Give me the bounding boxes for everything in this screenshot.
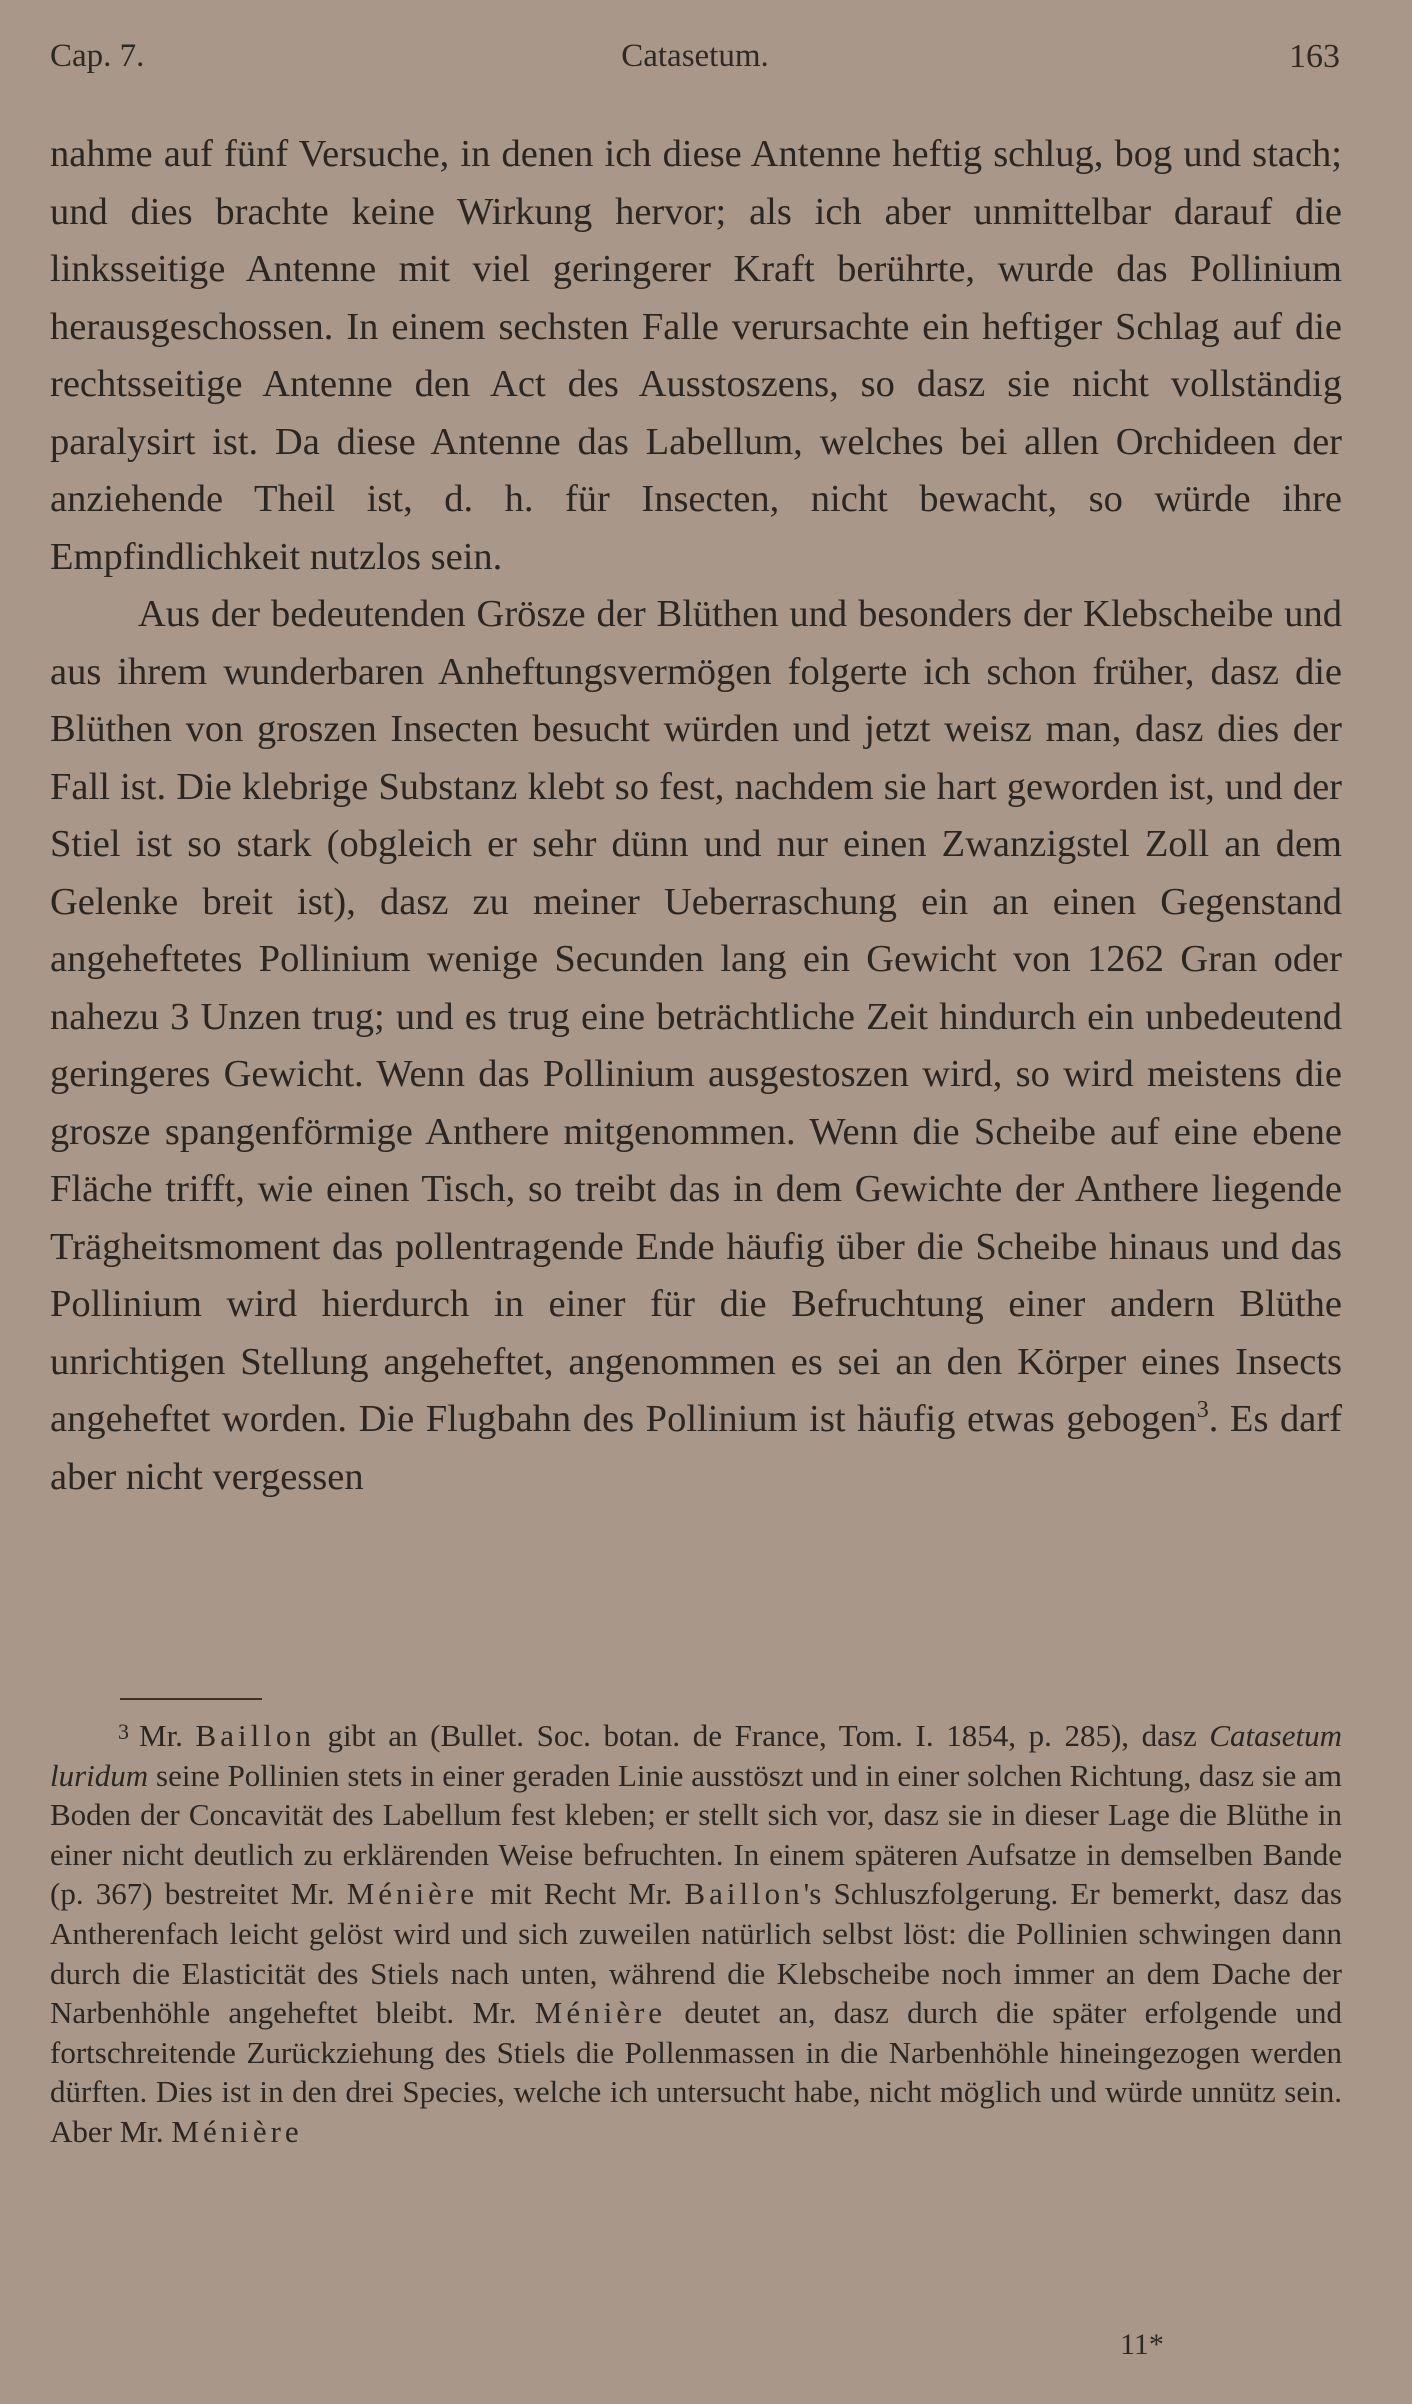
footnote-author-name: Baillon [195, 1718, 315, 1753]
paragraph-text-tail: . Es darf aber nicht vergessen [50, 1398, 1342, 1498]
footnote-author-name: Ménière [534, 1995, 667, 2031]
running-header [50, 38, 1340, 88]
running-title: Catasetum. [621, 38, 769, 74]
paragraph-text: Aus der bedeutenden Grösze der Blüthen und besonders der Klebscheibe und aus ihrem wunderbaren Anheftungsvermögen folgerte ich schon früher, dasz die Blüthen von groszen Insecten besucht würden und jetzt weisz man, dasz dies der Fall ist. Die klebrige Substanz klebt so fest, nachdem sie hart geworden ist, und der Stiel ist so stark (obgleich er sehr dünn und nur einen Zwanzigstel Zoll an dem Gelenke breit ist), dasz zu meiner Ueberraschung ein an einen Gegenstand angeheftetes Pollinium wenige Secunden lang ein Gewicht von 1262 Gran oder nahezu 3 Unzen trug; und es trug eine beträchtliche Zeit hindurch ein unbedeutend geringeres Gewicht. Wenn das Pollinium ausgestoszen wird, so wird meistens die grosze spangenförmige Anthere mitgenommen. Wenn die Scheibe auf eine ebene Fläche trifft, wie einen Tisch, so treibt das in dem Gewichte der Anthere liegende Trägheitsmoment das pollentragende Ende häufig über die Scheibe hinaus und das Pollinium wird hierdurch in einer für die Befruchtung einer andern Blüthe unrichtigen Stellung angeheftet, angenommen es sei an den Körper eines Insects angeheftet worden. Die Flugbahn des Pollinium ist häufig etwas gebogen [50, 593, 1342, 1440]
footnote-text-segment: seine Pollinien stets in einer geraden Linie ausstöszt und in einer solchen Richtung, dasz sie am Boden der Concavität des Labellum fest kleben; er stellt sich vor, dasz sie in dieser Lage die Blüthe in einer nicht deutlich zu erklärenden Weise befruchten. In einem späteren Aufsatze in demselben Bande (p. 367) bestreitet Mr. [50, 1757, 1342, 1912]
signature-mark: 11* [1120, 2328, 1164, 2361]
footnote-reference: 3 [1196, 1397, 1209, 1424]
footnote-author-name: Ménière [171, 2113, 303, 2149]
page-number: 163 [1289, 38, 1340, 75]
footnote [50, 1712, 1342, 2152]
chapter-label: Cap. 7. [50, 38, 145, 74]
paragraph-continued: nahme auf fünf Versuche, in denen ich diese Antenne heftig schlug, bog und stach; und dies brachte keine Wirkung hervor; als ich aber unmittelbar darauf die linksseitige Antenne mit viel geringerer Kraft berührte, wurde das Pollinium herausgeschossen. In einem sechsten Falle verursachte ein heftiger Schlag auf die rechtsseitige Antenne den Act des Ausstoszens, so dasz sie nicht vollständig paralysirt ist. Da diese Antenne das Labellum, welches bei allen Orchideen der anziehende Theil ist, d. h. für Insecten, nicht bewacht, so würde ihre Empfindlichkeit nutzlos sein. [50, 133, 1342, 578]
footnote-marker: 3 [118, 1719, 129, 1744]
footnote-paragraph [50, 1712, 1342, 2152]
footnote-text-segment: Mr. [139, 1718, 196, 1753]
footnote-italic-term: Catasetum luridum [50, 1718, 1342, 1793]
footnote-text-segment: mit Recht Mr. [478, 1876, 685, 1912]
footnote-text [50, 1718, 1342, 2149]
footnote-text-segment: 's Schluszfolgerung. Er bemerkt, dasz das Antherenfach leicht gelöst wird und sich zuweilen natürlich selbst löst: die Pollinien schwingen dann durch die Elasticität des Stiels nach unten, während die Klebscheibe noch immer an dem Dache der Narbenhöhle angeheftet bleibt. Mr. [50, 1876, 1342, 2031]
footnote-divider [120, 1698, 262, 1700]
main-text [50, 126, 1342, 1506]
footnote-text-segment: deutet an, dasz durch die später erfolgende und fortschreitende Zurückziehung des Stiels die Pollenmassen in die Narbenhöhle hineingezogen werden dürften. Dies ist in den drei Species, welche ich untersucht habe, nicht möglich und würde unnütz sein. Aber Mr. [50, 1995, 1342, 2149]
footnote-author-name: Ménière [346, 1876, 479, 1912]
footnote-author-name: Baillon [684, 1876, 804, 1912]
footnote-text-segment: gibt an (Bullet. Soc. botan. de France, Tom. I. 1854, p. 285), dasz [314, 1718, 1210, 1753]
paragraph [50, 586, 1342, 1506]
